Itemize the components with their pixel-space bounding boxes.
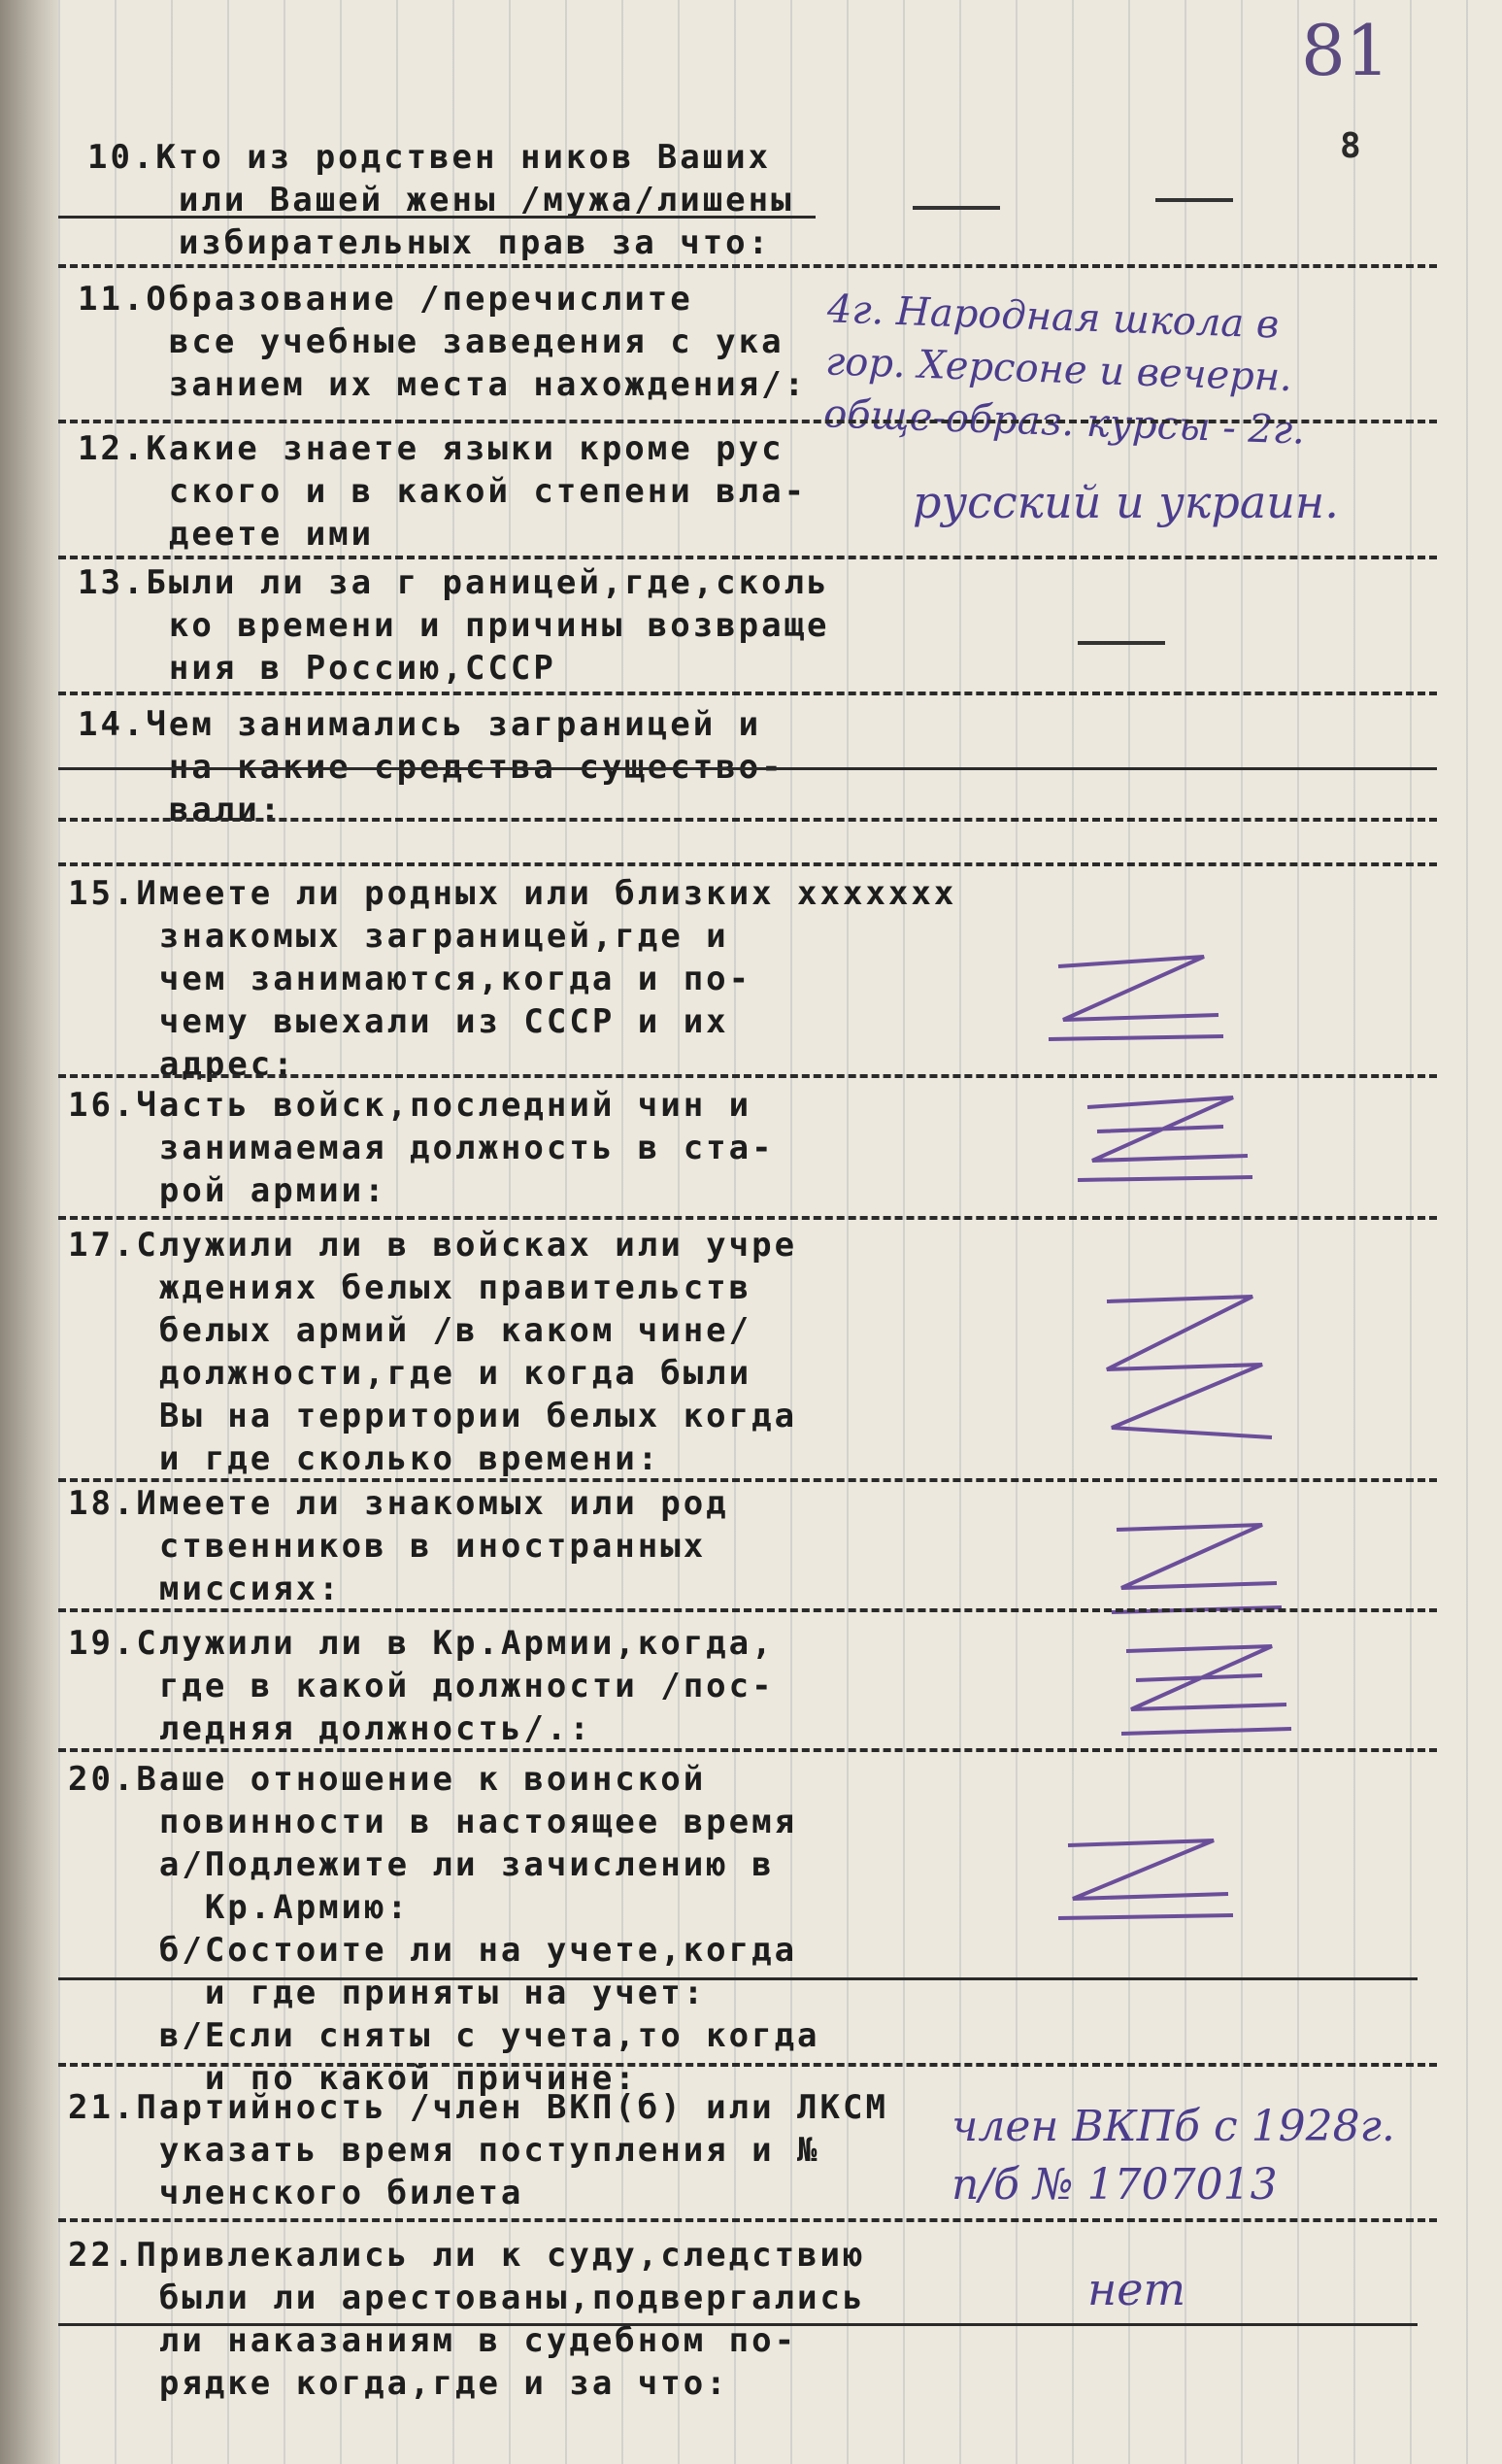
questionnaire-page [58, 0, 1502, 2464]
question-15: 15.Имеете ли родных или близких xxxxxxx знакомых заграницей,где и чем занимаются,когда и по- чему выехали из СССР и их адрес: [68, 874, 957, 1084]
page-number-typed: 8 [1340, 126, 1361, 166]
question-20: 20.Ваше отношение к воинской повинности в настоящее время а/Подлежите ли зачислению в Кр.Армию: б/Состоите ли на учете,когда и где приняты на учет: в/Если сняты с учета,то когда и по какой причине: [68, 1760, 820, 2098]
question-17: 17.Служили ли в войсках или учре ждениях белых правительств белых армий /в каком чине/ должности,где и когда были Вы на территории белых когда и где сколько времени: [68, 1226, 798, 1478]
row-separator [58, 862, 1437, 866]
z-mark-icon [1049, 1826, 1243, 1933]
answer-education: 4г. Народная школа в гор. Херсоне и вечерн. обще-образ. курсы - 2г. [822, 287, 1306, 454]
z-mark-icon [1039, 947, 1233, 1054]
row-separator [58, 264, 1437, 268]
z-mark-icon [1087, 1282, 1282, 1457]
question-14: 14.Чем занимались заграницей и на какие средства существо- вали: [78, 705, 784, 829]
answer-party: член ВКПб с 1928г. п/б № 1707013 [951, 2102, 1395, 2210]
question-22: 22.Привлекались ли к суду,следствию были ли арестованы,подвергались ли наказаниям в судебном по- рядке когда,где и за что: [68, 2236, 866, 2403]
answer-court: нет [1087, 2263, 1186, 2315]
row-separator [58, 1216, 1437, 1220]
question-18: 18.Имеете ли знакомых или род ственников в иностранных миссиях: [68, 1484, 729, 1608]
question-10: 10.Кто из родствен ников Ваших или Вашей жены /мужа/лишены избирательных прав за что: [87, 138, 794, 262]
row-separator [58, 1748, 1437, 1752]
answer-dash [1078, 641, 1165, 645]
row-separator [58, 420, 1437, 423]
question-16: 16.Часть войск,последний чин и занимаемая должность в ста- рой армии: [68, 1086, 775, 1210]
row-separator [58, 556, 1437, 559]
page-number-handwritten: 81 [1301, 10, 1390, 91]
question-19: 19.Служили ли в Кр.Армии,когда, где в какой должности /пос- ледняя должность/.: [68, 1624, 775, 1748]
rule [58, 216, 816, 219]
row-separator [58, 1608, 1437, 1612]
row-separator [58, 2063, 1437, 2067]
answer-dash [913, 206, 1000, 210]
rule [58, 2323, 1418, 2326]
row-separator [58, 818, 1437, 822]
rule [58, 1977, 1418, 1980]
z-mark-icon [1068, 1088, 1262, 1195]
row-separator [58, 2218, 1437, 2222]
row-separator [58, 692, 1437, 695]
answer-languages: русский и украин. [913, 476, 1339, 528]
question-21: 21.Партийность /член ВКП(б) или ЛКСМ указать время поступления и № членского билета [68, 2088, 888, 2212]
question-12: 12.Какие знаете языки кроме рус ского и в какой степени вла- деете ими [78, 429, 808, 554]
row-separator [58, 1074, 1437, 1078]
binding-spine [0, 0, 58, 2464]
question-11: 11.Образование /перечислите все учебные заведения с ука занием их места нахождения/: [78, 280, 808, 404]
question-13: 13.Были ли за г раницей,где,сколь ко времени и причины возвраще ния в Россию,СССР [78, 563, 830, 688]
rule [58, 767, 1437, 770]
z-mark-icon [1107, 1632, 1301, 1748]
answer-dash [1155, 198, 1233, 202]
